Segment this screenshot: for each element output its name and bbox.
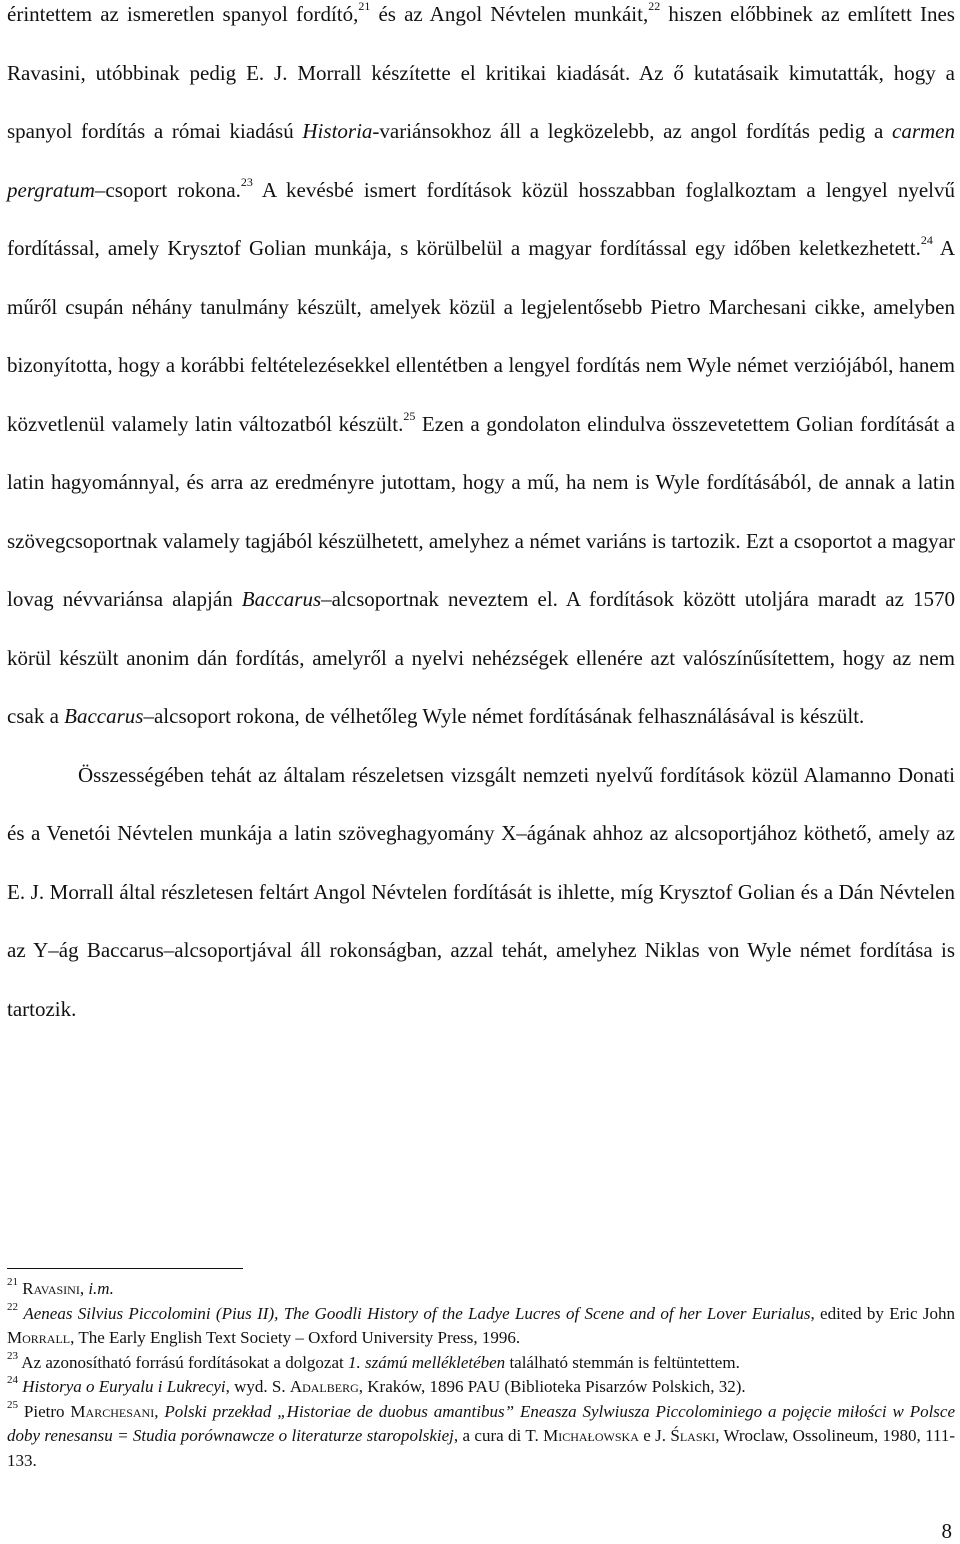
text-run: található stemmán is feltüntettem. [505, 1352, 740, 1372]
footnote-ref: 25 [7, 1398, 18, 1411]
text-run: Pietro [18, 1401, 71, 1421]
footnote-25 [7, 1400, 955, 1474]
footnote-ref: 25 [403, 408, 416, 423]
text-run: , [154, 1401, 165, 1421]
text-run: Az azonosítható forrású fordításokat a dolgozat [18, 1352, 348, 1372]
italic-text: Polski przekład „Historiae de duobus amantibus” Eneasza Sylwiusza Piccolominiego a pojęcie miłości w Polsce doby renesansu = Studia porównawcze o literaturze staropolskiej [7, 1401, 956, 1445]
italic-text: Historya o Euryalu i Lukrecyi [22, 1377, 226, 1396]
small-caps-text: Morrall [7, 1328, 71, 1347]
italic-text: i.m. [88, 1279, 114, 1298]
footnote-24 [7, 1375, 955, 1400]
italic-text: carmen pergratum [7, 119, 955, 202]
text-run: -variánsokhoz áll a legközelebb, az angol fordítás pedig a [372, 119, 893, 143]
text-run: A műről csupán néhány tanulmány készült, amelyek közül a legjelentősebb Pietro Marchesani cikke, amelyben bizonyította, hogy a korábbi feltételezésekkel ellentétben a lengyel fordítás nem Wyle német verziójából, hanem közvetlenül valamely latin változatból készült. [7, 236, 956, 436]
text-run: , wyd. S. [225, 1377, 290, 1396]
text-run: , Kraków, 1896 PAU (Biblioteka Pisarzów Polskich, 32). [358, 1377, 746, 1396]
footnotes [7, 1277, 955, 1473]
text-run: A kevésbé ismert fordítások közül hosszabban foglalkoztam a lengyel nyelvű fordítással, amely Krysztof Golian munkája, s körülbelül a magyar fordítással egy időben keletkezhetett. [7, 177, 955, 260]
text-run: , The Early English Text Society – Oxford University Press, 1996. [70, 1328, 521, 1347]
body-paragraph-2 [7, 746, 955, 1039]
text-run: hiszen előbbinek az említett Ines Ravasini, utóbbinak pedig E. J. Morrall készítette el kritikai kiadását. Az ő kutatásaik kimutatták, hogy a spanyol fordítás a római kiadású [7, 2, 955, 143]
footnote-22 [7, 1302, 955, 1351]
page-number: 8 [941, 1519, 952, 1543]
text-run: Összességében tehát az általam részeletsen vizsgált nemzeti nyelvű fordítások közül Alamanno Donati és a Venetói Névtelen munkája a latin szöveghagyomány X–ágának ahhoz az alcsoportjához köthető, amely az E. J. Morrall által részletesen feltárt Angol Névtelen fordítását is ihlette, míg Krysztof Golian és a Dán Névtelen az Y–ág Baccarus–alcsoportjával áll rokonságban, azzal tehát, amelyhez Niklas von Wyle német fordítása is tartozik. [7, 762, 955, 1021]
footnote-ref: 22 [7, 1300, 18, 1313]
small-caps-text: Michałowska [543, 1426, 639, 1445]
footnote-ref: 23 [7, 1349, 18, 1362]
italic-text: Historia [302, 119, 373, 143]
text-run: Ezen a gondolaton elindulva összevetettem Golian fordítását a latin hagyománnyal, és arra az eredményre jutottam, hogy a mű, ha nem is Wyle fordításából, de annak a latin szövegcsoportnak valamely tagjából készülhetett, amelyhez a német variáns is tartozik. Ezt a csoportot a magyar lovag névvariánsa alapján [7, 411, 955, 611]
text-run: e J. [638, 1426, 671, 1445]
italic-text: 1. számú mellékletében [347, 1352, 506, 1372]
page-body [7, 0, 955, 1038]
text-run: , Wroclaw, Ossolineum, 1980, 111-133. [7, 1426, 955, 1470]
small-caps-text: Marchesani [70, 1401, 155, 1421]
text-run: , [79, 1279, 89, 1298]
small-caps-text: Ślaski [670, 1426, 716, 1445]
footnote-separator [7, 1268, 243, 1269]
italic-text: Aeneas Silvius Piccolomini (Pius II), The Goodli History of the Ladye Lucres of Scene and of her Lover Eurialus [23, 1303, 811, 1323]
body-paragraph-1 [7, 0, 955, 746]
footnote-23 [7, 1351, 955, 1376]
small-caps-text: Ravasini [22, 1279, 80, 1298]
footnote-ref: 22 [648, 0, 661, 13]
text-run: és az Angol Névtelen munkáit, [370, 2, 649, 26]
text-run: –alcsoport rokona, de vélhetőleg Wyle német fordításának felhasználásával is készült. [143, 704, 865, 728]
text-run: , edited by Eric John [810, 1303, 956, 1323]
text-run: , a cura di T. [453, 1426, 544, 1445]
text-run: –alcsoportnak neveztem el. A fordítások között utoljára maradt az 1570 körül készült anonim dán fordítás, amelyről a nyelvi nehézségek ellenére azt valószínűsítettem, hogy az nem csak a [7, 587, 955, 728]
italic-text: Baccarus [241, 587, 322, 611]
footnote-ref: 21 [358, 0, 371, 13]
footnote-ref: 24 [7, 1374, 18, 1387]
text-run: –csoport rokona. [94, 177, 241, 202]
italic-text: Baccarus [64, 704, 144, 728]
footnote-ref: 23 [240, 174, 253, 189]
small-caps-text: Adalberg [289, 1377, 359, 1396]
text-run: érintettem az ismeretlen spanyol fordító, [7, 2, 359, 26]
footnote-21 [7, 1277, 955, 1302]
footnote-ref: 21 [7, 1276, 18, 1289]
footnote-ref: 24 [920, 233, 933, 247]
